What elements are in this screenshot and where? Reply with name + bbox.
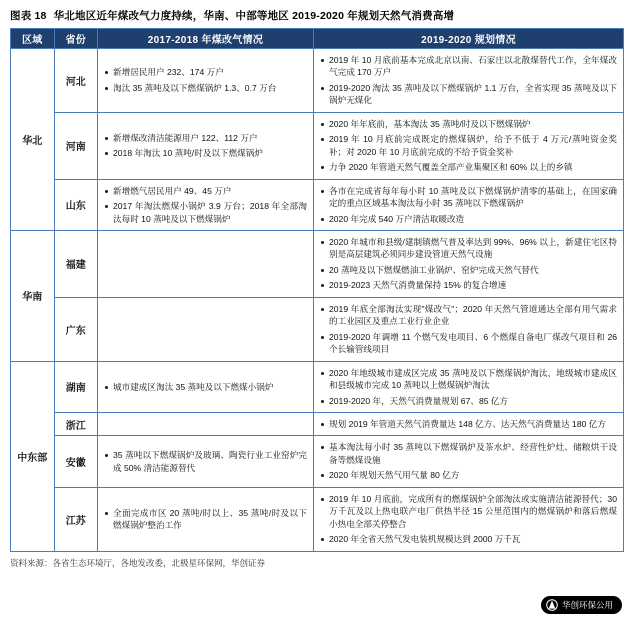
bullet-item: 城市建成区淘汰 35 蒸吨及以下燃煤小锅炉 xyxy=(113,381,307,393)
table-row xyxy=(11,361,624,412)
bullet-item: 新增煤改清洁能源用户 122、112 万户 xyxy=(113,132,307,144)
bullet-item: 新增居民用户 232、174 万户 xyxy=(113,66,307,78)
col3-cell xyxy=(314,436,624,487)
col3-cell xyxy=(314,361,624,412)
col2-cell xyxy=(98,487,314,551)
bullet-item: 2020 年完成 540 万户清洁取暖改造 xyxy=(329,213,617,225)
bullet-item: 力争 2020 年管道天然气覆盖全部产业集聚区和 60% 以上的乡镇 xyxy=(329,161,617,173)
province-cell: 浙江 xyxy=(54,412,98,435)
bullet-item: 2017 年淘汰燃煤小锅炉 3.9 万台；2018 年全部淘汰每时 10 蒸吨及以下燃煤锅炉 xyxy=(113,201,307,224)
bullet-item: 全面完成市区 20 蒸吨/时以上、35 蒸吨/时及以下燃煤锅炉整治工作 xyxy=(113,507,307,531)
policy-table xyxy=(10,28,624,552)
bullet-item: 基本淘汰每小时 35 蒸吨以下燃煤锅炉及茶水炉、经营性炉灶、储粮烘干设备等燃煤设施 xyxy=(329,442,617,465)
logo-icon xyxy=(546,599,558,611)
bullet-list xyxy=(102,381,307,393)
bullet-item: 2020 年规划天然气用气量 80 亿方 xyxy=(329,469,617,481)
province-cell: 河南 xyxy=(54,112,98,179)
figure-label: 图表 18 xyxy=(10,10,47,22)
bullet-list xyxy=(318,367,617,407)
header-province: 省份 xyxy=(54,29,98,49)
bullet-item: 2020 年年底前，基本淘汰 35 蒸吨/时及以下燃煤锅炉 xyxy=(329,118,617,130)
bullet-item: 2019 年底全部淘汰实现"煤改气"；2020 年天然气管道通达全部有用气需求的工业园区及重点工业行业企业 xyxy=(329,303,617,327)
col2-cell xyxy=(98,297,314,361)
bullet-item: 2019-2020 年调增 11 个燃气发电项目、6 个燃煤自备电厂煤改气项目和 26 个长输管线项目 xyxy=(329,331,617,355)
bullet-item: 2019 年 10 月底前完成既定的燃煤锅炉，给予不低于 4 万元/蒸吨资金奖补；对 2020 年 10 月底前完成的不给予资金奖补 xyxy=(329,134,617,157)
bullet-list xyxy=(318,54,617,107)
col2-cell xyxy=(98,230,314,297)
col3-cell xyxy=(314,112,624,179)
bullet-list xyxy=(318,303,617,356)
province-cell: 广东 xyxy=(54,297,98,361)
col3-cell xyxy=(314,487,624,551)
header-region: 区域 xyxy=(11,29,55,49)
bullet-list xyxy=(102,185,307,225)
bullet-list xyxy=(102,66,307,94)
bullet-list xyxy=(318,441,617,481)
table-row xyxy=(11,436,624,487)
table-header-row xyxy=(11,29,624,49)
region-cell: 华北 xyxy=(11,49,55,231)
province-cell: 河北 xyxy=(54,49,98,113)
source-note: 资料来源：各省生态环境厅，各地发改委，北极星环保网，华创证券 xyxy=(10,557,266,568)
header-col2: 2017-2018 年煤改气情况 xyxy=(98,29,314,49)
region-cell: 中东部 xyxy=(11,361,55,551)
watermark-badge xyxy=(541,596,622,614)
province-cell: 江苏 xyxy=(54,487,98,551)
col3-cell xyxy=(314,412,624,435)
province-cell: 山东 xyxy=(54,179,98,230)
col3-cell xyxy=(314,230,624,297)
bullet-list xyxy=(318,418,617,430)
col3-cell xyxy=(314,49,624,113)
bullet-item: 新增燃气居民用户 49、45 万户 xyxy=(113,185,307,197)
bullet-item: 2018 年淘汰 10 蒸吨/时及以下燃煤锅炉 xyxy=(113,147,307,159)
bullet-list xyxy=(318,236,617,292)
bullet-list xyxy=(318,118,617,174)
bullet-item: 35 蒸吨以下燃煤锅炉及玻璃、陶瓷行业工业窑炉完成 50% 清洁能源替代 xyxy=(113,450,307,473)
col2-cell xyxy=(98,179,314,230)
bullet-list xyxy=(102,507,307,532)
table-row xyxy=(11,230,624,297)
bullet-item: 2019 年 10 月底前，完成所有的燃煤锅炉全部淘汰或实施清洁能源替代；30 万千瓦及以上热电联产电厂供热半径 15 公里范围内的燃煤锅炉和落后燃煤小热电全部关停整合 xyxy=(329,493,617,529)
col3-cell xyxy=(314,179,624,230)
table-row xyxy=(11,112,624,179)
bullet-item: 2020 年地级城市建成区完成 35 蒸吨及以下燃煤锅炉淘汰，地级城市建成区和县级城市完成 10 蒸吨以上燃煤锅炉淘汰 xyxy=(329,367,617,391)
figure-title-text: 华北地区近年煤改气力度持续，华南、中部等地区 2019-2020 年规划天然气消费高增 xyxy=(53,10,455,22)
bullet-item: 2020 年全省天然气发电装机规模达到 2000 万千瓦 xyxy=(329,533,617,545)
col2-cell xyxy=(98,436,314,487)
bullet-list xyxy=(102,449,307,474)
bullet-item: 20 蒸吨及以下燃煤燃油工业锅炉、窑炉完成天然气替代 xyxy=(329,264,617,276)
table-row xyxy=(11,49,624,113)
province-cell: 福建 xyxy=(54,230,98,297)
figure-title xyxy=(10,8,624,23)
province-cell: 湖南 xyxy=(54,361,98,412)
table-row xyxy=(11,179,624,230)
table-row xyxy=(11,297,624,361)
table-body xyxy=(11,49,624,552)
bullet-item: 淘汰 35 蒸吨及以下燃煤锅炉 1.3、0.7 万台 xyxy=(113,82,307,94)
bullet-item: 2019-2023 天然气消费量保持 15% 的复合增速 xyxy=(329,279,617,291)
bullet-list xyxy=(102,132,307,160)
col2-cell xyxy=(98,49,314,113)
col2-cell xyxy=(98,361,314,412)
bullet-item: 2019 年 10 月底前基本完成北京以南、石家庄以北散煤替代工作，全年煤改气完成 170 万户 xyxy=(329,55,617,78)
header-col3: 2019-2020 规划情况 xyxy=(314,29,624,49)
bullet-list xyxy=(318,185,617,225)
bullet-item: 规划 2019 年管道天然气消费量达 148 亿方、达天然气消费量达 180 亿方 xyxy=(329,418,617,430)
bullet-item: 各市在完成省每年每小时 10 蒸吨及以下燃煤锅炉清零的基础上，在国家确定的重点区域基本淘汰每小时 35 蒸吨以下燃煤锅炉 xyxy=(329,185,617,209)
bullet-item: 2020 年城市和县级/建制镇燃气普及率达到 99%、96% 以上，新建住宅区特别是高层建筑必须同步建设管道天然气设施 xyxy=(329,236,617,260)
bullet-item: 2019-2020 淘汰 35 蒸吨及以下燃煤锅炉 1.1 万台，全省实现 35 蒸吨及以下锅炉无煤化 xyxy=(329,82,617,106)
bullet-item: 2019-2020 年，天然气消费量规划 67、85 亿方 xyxy=(329,395,617,407)
col2-cell xyxy=(98,112,314,179)
table-row xyxy=(11,412,624,435)
bullet-list xyxy=(318,493,617,546)
col3-cell xyxy=(314,297,624,361)
col2-cell xyxy=(98,412,314,435)
table-row xyxy=(11,487,624,551)
province-cell: 安徽 xyxy=(54,436,98,487)
region-cell: 华南 xyxy=(11,230,55,361)
watermark-text: 华创环保公用 xyxy=(561,600,613,610)
